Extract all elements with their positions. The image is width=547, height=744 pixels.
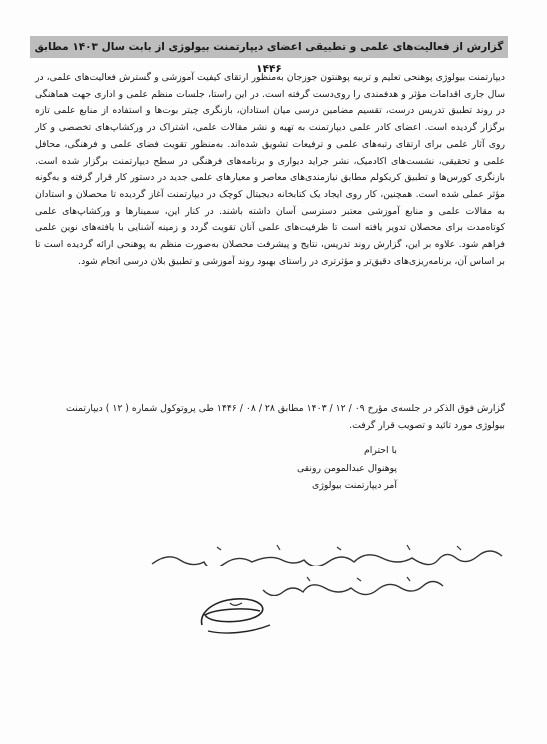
signatory-name: پوهنوال عبدالمومن رونقی bbox=[296, 462, 397, 474]
signatory-position: آمر دیپارتمنت بیولوژی bbox=[312, 480, 397, 491]
handwritten-signature bbox=[190, 585, 280, 645]
closing-block bbox=[197, 442, 397, 495]
approval-statement: گزارش فوق الذکر در جلسه‌ی مؤرخ ۰۹ / ۱۲ / ۱۴۰۳ مطابق ۲۸ / ۰۸ / ۱۴۴۶ طی پروتوکول شماره ( ۱۲ ) دیپارتمنت بیولوژی مورد تائید و تصویب قرار گرفت. bbox=[66, 403, 505, 431]
salutation: با احترام bbox=[364, 445, 397, 456]
report-body: دیپارتمنت بیولوژی پوهنحی تعلیم و تربیه پوهنتون جوزجان به‌منظور ارتقای کیفیت آموزشی و گسترش فعالیت‌های علمی، در سال جاری اقدامات مؤثر و هدفمندی را روی‌دست گرفته است. در این راستا، جلسات منظم علمی و اداری جهت هماهنگی در روند تطبیق تدریس درست، تقسیم مضامین درسی میان استادان، بازنگری چیتر بوت‌ها و استفاده از منابع علمی تازه برگزار گردیده است. اعضای کادر علمی دیپارتمنت به تهیه و نشر مقالات علمی، اشتراک در ورکشاپ‌های تخصصی و کار روی آثار علمی برای ارتقای رتبه‌های علمی و ترفیعات تشویق شده‌اند. به‌منظور تقویت فضای علمی و فرهنگی، محافل علمی و تحقیقی، نشست‌های اکادمیک، نشر جراید دیواری و برنامه‌های فرهنگی در سطح دیپارتمنت برگزار شده است. بازنگری کورس‌ها و تطبیق کریکولم مطابق نیازمندی‌های معاصر و معیارهای علمی جدید در دستور کار قرار گرفته و به‌گونه مؤثر عملی شده است. همچنین، کار روی ایجاد یک کتابخانه دیجیتال کوچک در دیپارتمنت آغاز گردیده تا محصلان و استادان به مقالات علمی و منابع آموزشی معتبر دسترسی آسان داشته باشند. در کنار این، سمینارها و ورکشاپ‌های علمی کوتاه‌مدت برای محصلان تدویر یافته است تا ظرفیت‌های علمی آنان تقویت گردد و زمینه آشنایی با یافته‌های نوین علمی فراهم شود. علاوه بر این، گزارش روند تدریس، نتایج و پیشرفت محصلان به‌صورت منظم به پوهنحی ارائه گردیده است تا بر اساس آن، برنامه‌ریزی‌های دقیق‌تر و مؤثرتری در راستای بهبود روند آموزشی و تطبیق بلان درسی انجام شود. bbox=[35, 72, 505, 267]
handwritten-note-line-1 bbox=[37, 540, 507, 566]
document-title: گزارش از فعالیت‌های علمی و تطبیقی اعضای دیپارتمنت بیولوژی از بابت سال ۱۴۰۳ مطابق ۱۴۴۶ bbox=[30, 36, 508, 58]
